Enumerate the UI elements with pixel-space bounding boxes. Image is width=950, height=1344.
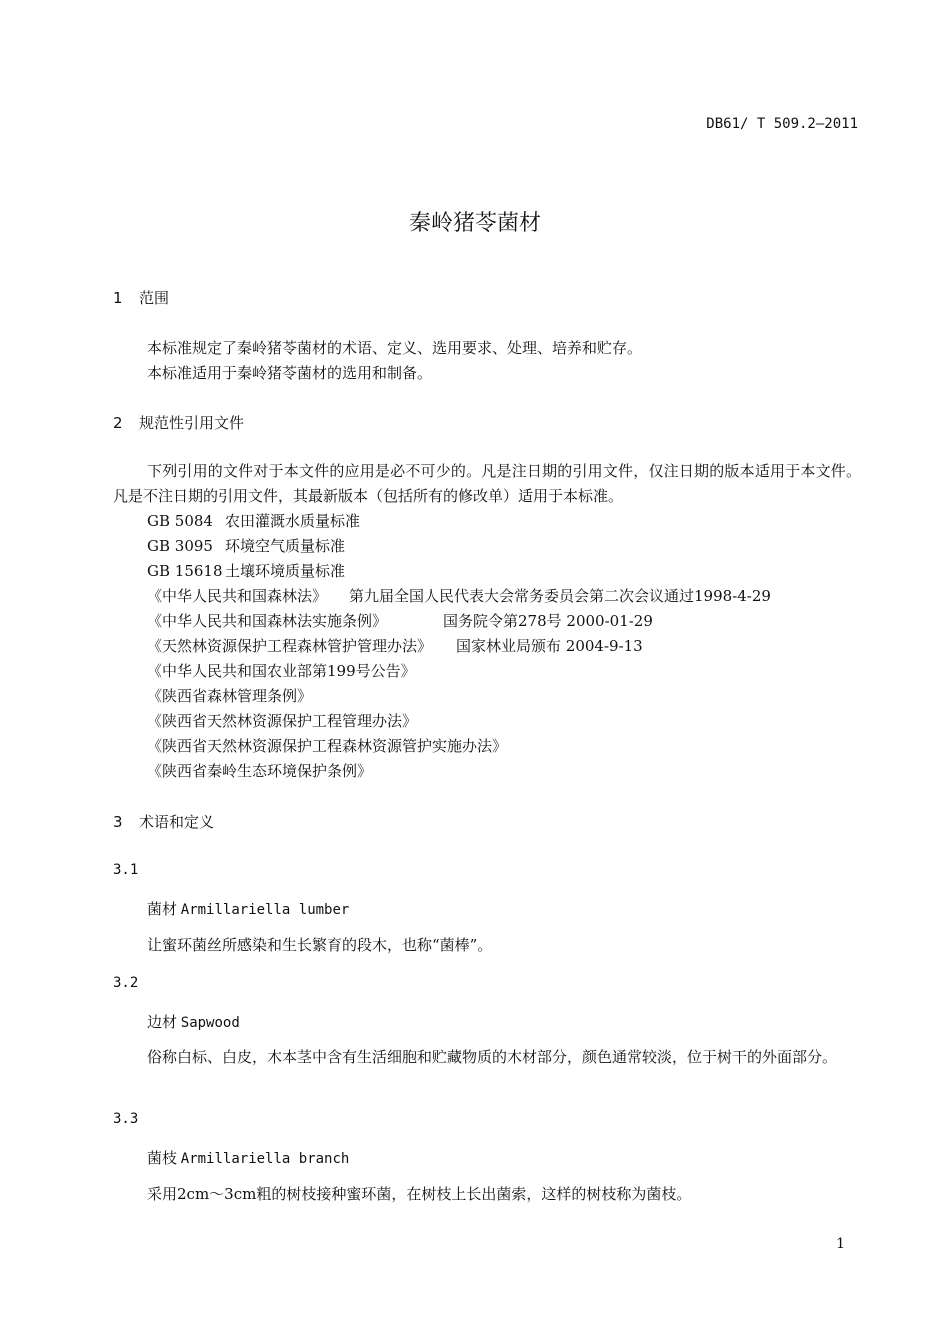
reference-standard xyxy=(147,509,360,534)
reference-law xyxy=(147,584,771,609)
law-name: 《中华人民共和国森林法》 xyxy=(147,587,328,605)
term-english: Armillariella branch xyxy=(180,1151,350,1167)
section-3-heading xyxy=(113,811,214,832)
law-name: 《陕西省天然林资源保护工程管理办法》 xyxy=(147,712,418,730)
law-note: 国家林业局颁布 2004-9-13 xyxy=(456,637,643,655)
term-definition: 俗称白标、白皮，木本茎中含有生活细胞和贮藏物质的木材部分，颜色通常较淡，位于树干的外面部分。 xyxy=(147,1048,838,1066)
standard-name: 环境空气质量标准 xyxy=(225,537,346,555)
section-number: 2 xyxy=(113,414,123,432)
reference-law xyxy=(147,709,417,734)
term-english: Armillariella lumber xyxy=(180,902,350,918)
standard-code: GB 3095 xyxy=(147,537,213,555)
standard-code: GB 5084 xyxy=(147,512,213,530)
section-number: 3 xyxy=(113,813,123,831)
term-number: 3.1 xyxy=(113,862,139,878)
term-number: 3.2 xyxy=(113,975,139,991)
law-name: 《中华人民共和国农业部第199号公告》 xyxy=(147,662,416,680)
reference-standard xyxy=(147,534,345,559)
law-name: 《陕西省天然林资源保护工程森林资源管护实施办法》 xyxy=(147,737,508,755)
references-intro: 下列引用的文件对于本文件的应用是必不可少的。凡是注日期的引用文件，仅注日期的版本适用于本文件。凡是不注日期的引用文件，其最新版本（包括所有的修改单）适用于本标准。 xyxy=(113,462,861,505)
standard-name: 农田灌溉水质量标准 xyxy=(225,512,361,530)
term-english: Sapwood xyxy=(180,1015,240,1031)
law-note: 第九届全国人民代表大会常务委员会第二次会议通过1998-4-29 xyxy=(349,587,771,605)
term-heading xyxy=(147,1147,349,1168)
reference-law xyxy=(147,734,507,759)
term-definition: 让蜜环菌丝所感染和生长繁育的段木，也称“菌棒”。 xyxy=(147,936,493,954)
law-name: 《陕西省秦岭生态环境保护条例》 xyxy=(147,762,373,780)
reference-law xyxy=(147,659,416,684)
section-1-heading xyxy=(113,287,169,308)
standard-code-header: DB61/ T 509.2—2011 xyxy=(706,116,858,132)
reference-law xyxy=(147,759,372,784)
page-number: 1 xyxy=(836,1236,845,1252)
law-name: 《中华人民共和国森林法实施条例》 xyxy=(147,612,388,630)
standard-code: GB 15618 xyxy=(147,562,223,580)
reference-law xyxy=(147,634,643,659)
law-name: 《天然林资源保护工程森林管护管理办法》 xyxy=(147,637,433,655)
term-heading xyxy=(147,898,349,919)
term-chinese: 菌枝 xyxy=(147,1149,178,1167)
document-title: 秦岭猪苓菌材 xyxy=(408,211,541,236)
section-title: 规范性引用文件 xyxy=(139,414,245,432)
section-title: 范围 xyxy=(139,289,170,307)
reference-standard xyxy=(147,559,345,584)
section-number: 1 xyxy=(113,289,123,307)
reference-law xyxy=(147,684,312,709)
section-title: 术语和定义 xyxy=(139,813,215,831)
law-name: 《陕西省森林管理条例》 xyxy=(147,687,313,705)
law-note: 国务院令第278号 2000-01-29 xyxy=(443,612,653,630)
section-2-heading xyxy=(113,412,244,433)
paragraph: 本标准适用于秦岭猪苓菌材的选用和制备。 xyxy=(147,364,433,382)
reference-law xyxy=(147,609,653,634)
term-heading xyxy=(147,1011,240,1032)
term-number: 3.3 xyxy=(113,1111,139,1127)
standard-name: 土壤环境质量标准 xyxy=(225,562,346,580)
paragraph: 本标准规定了秦岭猪苓菌材的术语、定义、选用要求、处理、培养和贮存。 xyxy=(147,339,643,357)
term-chinese: 边材 xyxy=(147,1013,178,1031)
term-definition: 采用2cm～3cm粗的树枝接种蜜环菌，在树枝上长出菌索，这样的树枝称为菌枝。 xyxy=(147,1185,692,1203)
term-chinese: 菌材 xyxy=(147,900,178,918)
